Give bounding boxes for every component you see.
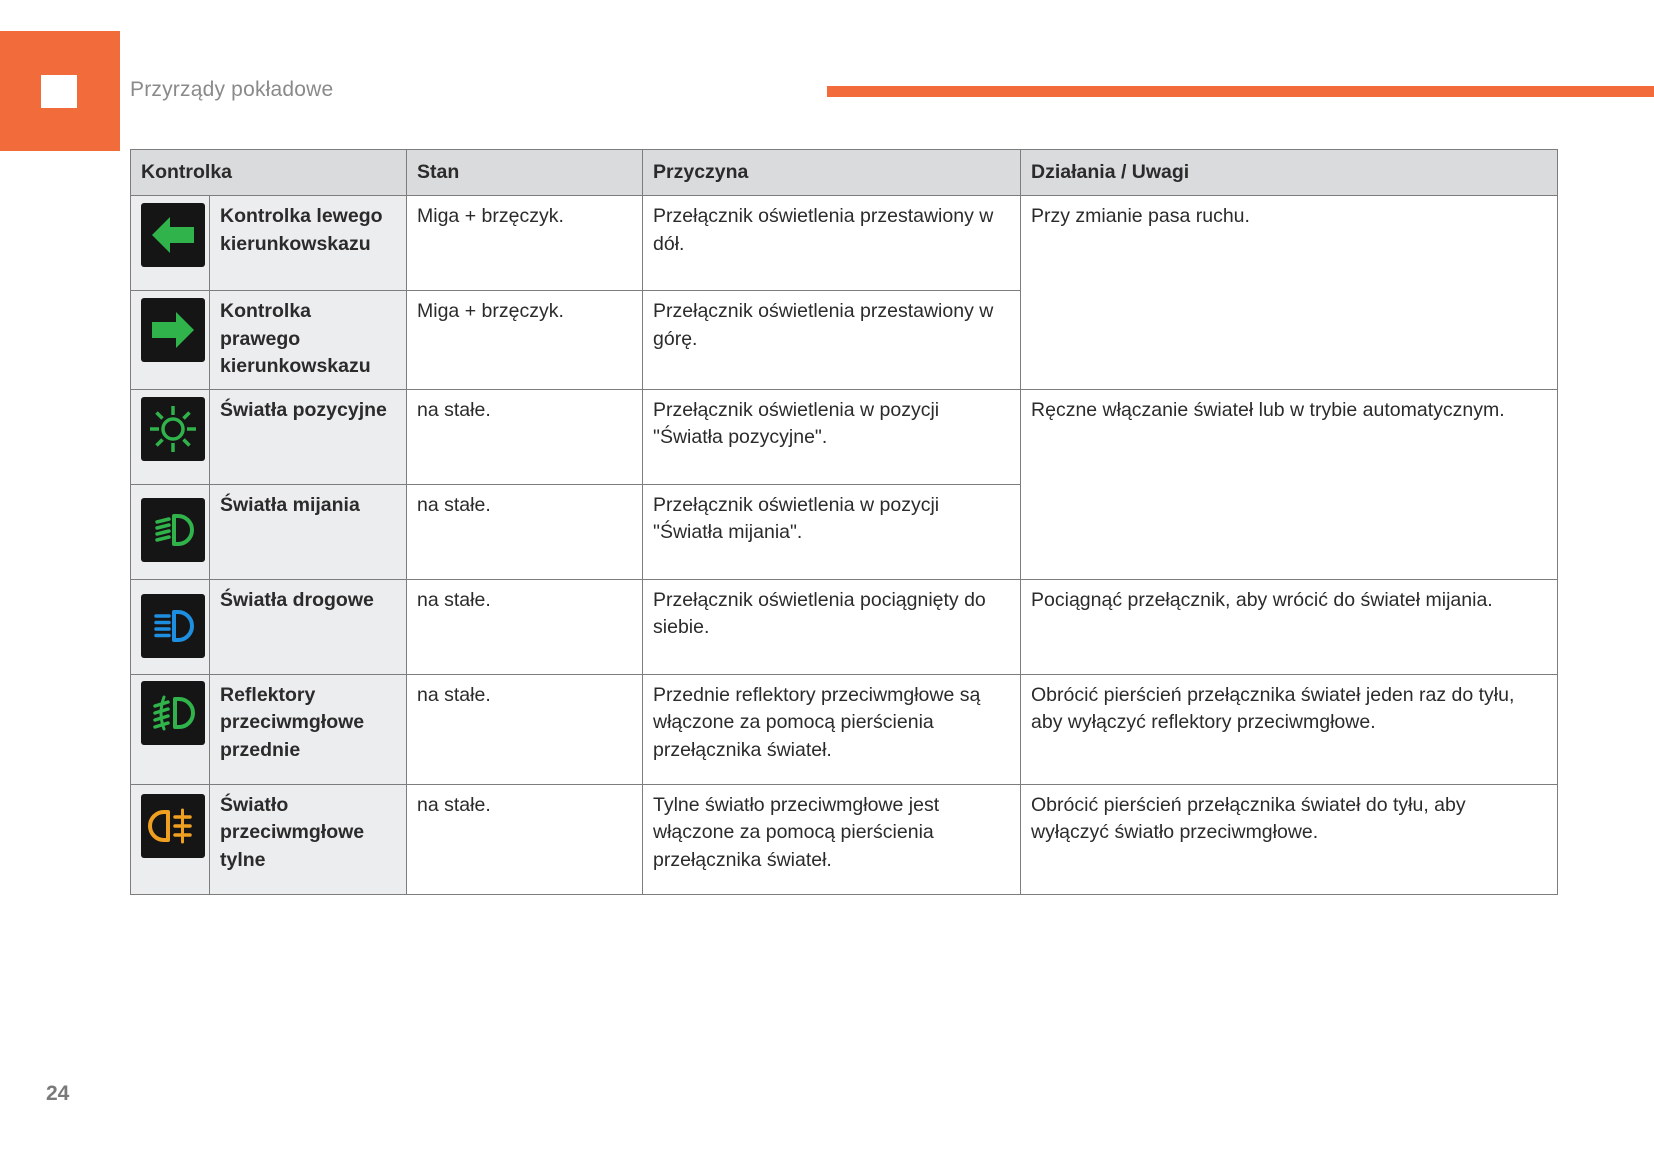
lamp-state: na stałe. bbox=[407, 784, 643, 894]
lamp-action: Pociągnąć przełącznik, aby wrócić do świateł mijania. bbox=[1021, 579, 1558, 674]
lamp-name: Światła mijania bbox=[210, 484, 407, 579]
lamp-icon-cell bbox=[131, 579, 210, 674]
rear-fog-lamp-icon bbox=[141, 794, 205, 858]
lamp-action: Ręczne włączanie świateł lub w trybie automatycznym. bbox=[1021, 389, 1558, 579]
lamp-cause: Przełącznik oświetlenia przestawiony w dół. bbox=[643, 196, 1021, 291]
lamp-state: Miga + brzęczyk. bbox=[407, 196, 643, 291]
lamp-action: Obrócić pierścień przełącznika świateł jeden raz do tyłu, aby wyłączyć reflektory przeciwmgłowe. bbox=[1021, 674, 1558, 784]
lamp-cause: Tylne światło przeciwmgłowe jest włączone za pomocą pierścienia przełącznika świateł. bbox=[643, 784, 1021, 894]
right-turn-indicator-icon bbox=[141, 298, 205, 362]
section-title: Przyrządy pokładowe bbox=[130, 78, 334, 101]
chapter-marker-square bbox=[41, 75, 77, 108]
lamp-name: Reflektory przeciwmgłowe przednie bbox=[210, 674, 407, 784]
lamp-name: Światła pozycyjne bbox=[210, 389, 407, 484]
lamp-name: Kontrolka lewego kierunkowskazu bbox=[210, 196, 407, 291]
column-header-cause: Przyczyna bbox=[643, 150, 1021, 196]
lamp-state: na stałe. bbox=[407, 579, 643, 674]
lamp-icon-cell bbox=[131, 674, 210, 784]
table-row bbox=[131, 579, 1558, 674]
position-lights-icon bbox=[141, 397, 205, 461]
column-header-lamp: Kontrolka bbox=[131, 150, 407, 196]
lamp-icon-cell bbox=[131, 196, 210, 291]
lamp-state: Miga + brzęczyk. bbox=[407, 291, 643, 390]
page-number: 24 bbox=[46, 1082, 70, 1105]
table-row bbox=[131, 784, 1558, 894]
lamp-cause: Przełącznik oświetlenia w pozycji "Światła pozycyjne". bbox=[643, 389, 1021, 484]
front-fog-lamps-icon bbox=[141, 681, 205, 745]
chapter-marker bbox=[0, 31, 120, 151]
column-header-state: Stan bbox=[407, 150, 643, 196]
lamp-icon-cell bbox=[131, 291, 210, 390]
warning-lamps-table bbox=[130, 149, 1558, 895]
lamp-icon-cell bbox=[131, 484, 210, 579]
lamp-icon-cell bbox=[131, 389, 210, 484]
dipped-beam-icon bbox=[141, 498, 205, 562]
lamp-name: Światła drogowe bbox=[210, 579, 407, 674]
column-header-actions: Działania / Uwagi bbox=[1021, 150, 1558, 196]
lamp-state: na stałe. bbox=[407, 389, 643, 484]
lamp-state: na stałe. bbox=[407, 484, 643, 579]
lamp-name: Światło przeciwmgłowe tylne bbox=[210, 784, 407, 894]
left-turn-indicator-icon bbox=[141, 203, 205, 267]
lamp-cause: Przełącznik oświetlenia pociągnięty do siebie. bbox=[643, 579, 1021, 674]
table-row bbox=[131, 674, 1558, 784]
table-header-row bbox=[131, 150, 1558, 196]
lamp-action: Przy zmianie pasa ruchu. bbox=[1021, 196, 1558, 390]
header-rule bbox=[827, 86, 1654, 97]
lamp-cause: Przednie reflektory przeciwmgłowe są włączone za pomocą pierścienia przełącznika świateł. bbox=[643, 674, 1021, 784]
lamp-action: Obrócić pierścień przełącznika świateł do tyłu, aby wyłączyć światło przeciwmgłowe. bbox=[1021, 784, 1558, 894]
lamp-cause: Przełącznik oświetlenia w pozycji "Światła mijania". bbox=[643, 484, 1021, 579]
lamp-state: na stałe. bbox=[407, 674, 643, 784]
lamp-name: Kontrolka prawego kierunkowskazu bbox=[210, 291, 407, 390]
lamp-icon-cell bbox=[131, 784, 210, 894]
table-row bbox=[131, 389, 1558, 484]
main-beam-icon bbox=[141, 594, 205, 658]
table-row bbox=[131, 196, 1558, 291]
lamp-cause: Przełącznik oświetlenia przestawiony w górę. bbox=[643, 291, 1021, 390]
